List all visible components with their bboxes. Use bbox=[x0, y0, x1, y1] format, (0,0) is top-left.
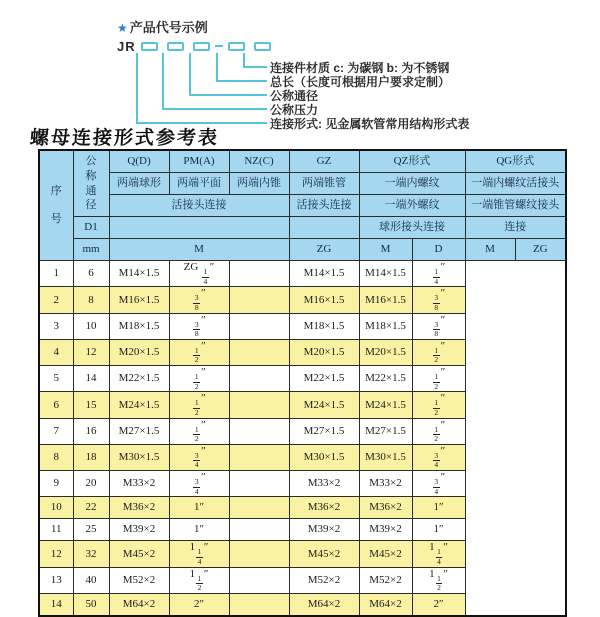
th-blank bbox=[289, 217, 359, 239]
table-row bbox=[39, 519, 566, 541]
table-row bbox=[39, 366, 566, 392]
th-sub-qg: 一端内螺纹活接头 bbox=[465, 173, 566, 195]
th-union-connection: 活接头连接 bbox=[109, 195, 289, 217]
cell-m: M20×1.5 bbox=[109, 339, 169, 365]
table-row bbox=[39, 392, 566, 418]
cell-m: M64×2 bbox=[109, 593, 169, 616]
cell-m: M39×2 bbox=[109, 519, 169, 541]
cell-qz-d: M45×2 bbox=[289, 541, 359, 567]
cell-seq: 9 bbox=[39, 471, 73, 497]
cell-zg: 1″ bbox=[169, 519, 229, 541]
cell-seq: 2 bbox=[39, 287, 73, 313]
th-unit-qg-m: M bbox=[465, 239, 515, 261]
cell-qg-m: M33×2 bbox=[359, 471, 412, 497]
cell-qg-zg: $\frac{1}{4}$ ″ bbox=[412, 261, 465, 287]
table-row bbox=[39, 593, 566, 616]
cell-seq: 3 bbox=[39, 313, 73, 339]
cell-zg: $\frac{1}{2}$ ″ bbox=[169, 339, 229, 365]
code-box bbox=[167, 42, 184, 51]
th-col-nzc: NZ(C) bbox=[229, 150, 289, 173]
cell-qz-d: M30×1.5 bbox=[289, 444, 359, 470]
cell-qz-d: M20×1.5 bbox=[289, 339, 359, 365]
th-ball-joint-qz: 球形接头连接 bbox=[359, 217, 465, 239]
th-unit-qg-zg: ZG bbox=[515, 239, 566, 261]
cell-qg-m: M14×1.5 bbox=[359, 261, 412, 287]
cell-qz-m bbox=[229, 366, 289, 392]
th-seq: 序号 bbox=[39, 150, 73, 261]
cell-qg-m: M45×2 bbox=[359, 541, 412, 567]
cell-dn-mm: 50 bbox=[73, 593, 109, 616]
cell-qz-d: M33×2 bbox=[289, 471, 359, 497]
cell-dn-mm: 15 bbox=[73, 392, 109, 418]
cell-m: M45×2 bbox=[109, 541, 169, 567]
cell-seq: 1 bbox=[39, 261, 73, 287]
callout-label-length: 总长（长度可根据用户要求定制） bbox=[270, 75, 451, 89]
cell-qz-m bbox=[229, 519, 289, 541]
th-taper-thread-qg: 一端锥管螺纹接头 bbox=[465, 195, 566, 217]
th-unit-m: M bbox=[109, 239, 289, 261]
th-sub-qd: 两端球形 bbox=[109, 173, 169, 195]
code-row bbox=[117, 40, 271, 52]
cell-dn-mm: 14 bbox=[73, 366, 109, 392]
th-col-qz: QZ形式 bbox=[359, 150, 465, 173]
th-unit-qz-m: M bbox=[359, 239, 412, 261]
cell-qg-m: M20×1.5 bbox=[359, 339, 412, 365]
cell-seq: 4 bbox=[39, 339, 73, 365]
cell-m: M36×2 bbox=[109, 497, 169, 519]
cell-qz-m bbox=[229, 471, 289, 497]
cell-dn-mm: 18 bbox=[73, 444, 109, 470]
cell-m: M16×1.5 bbox=[109, 287, 169, 313]
cell-dn-mm: 22 bbox=[73, 497, 109, 519]
th-sub-qz: 一端内螺纹 bbox=[359, 173, 465, 195]
cell-zg: 2″ bbox=[169, 593, 229, 616]
cell-dn-mm: 16 bbox=[73, 418, 109, 444]
cell-qg-zg: $\frac{3}{8}$ ″ bbox=[412, 287, 465, 313]
cell-zg: $\frac{1}{2}$ ″ bbox=[169, 418, 229, 444]
cell-m: M14×1.5 bbox=[109, 261, 169, 287]
cell-qg-zg: $\frac{3}{4}$ ″ bbox=[412, 471, 465, 497]
cell-qz-d: M24×1.5 bbox=[289, 392, 359, 418]
th-union-connection-gz: 活接头连接 bbox=[289, 195, 359, 217]
cell-qz-d: M64×2 bbox=[289, 593, 359, 616]
cell-qg-zg: 1″ bbox=[412, 519, 465, 541]
star-icon: ★ bbox=[117, 21, 128, 35]
cell-m: M33×2 bbox=[109, 471, 169, 497]
cell-qz-d: M18×1.5 bbox=[289, 313, 359, 339]
cell-qg-m: M16×1.5 bbox=[359, 287, 412, 313]
cell-qz-d: M14×1.5 bbox=[289, 261, 359, 287]
th-col-qd: Q(D) bbox=[109, 150, 169, 173]
cell-qg-zg: 1 $\frac{1}{2}$ ″ bbox=[412, 567, 465, 593]
cell-m: M52×2 bbox=[109, 567, 169, 593]
code-box bbox=[254, 42, 271, 51]
cell-qz-d: M36×2 bbox=[289, 497, 359, 519]
th-col-gz: GZ bbox=[289, 150, 359, 173]
th-blank bbox=[109, 217, 289, 239]
cell-m: M18×1.5 bbox=[109, 313, 169, 339]
cell-zg: 1″ bbox=[169, 497, 229, 519]
cell-m: M24×1.5 bbox=[109, 392, 169, 418]
diagram-title-text: 产品代号示例 bbox=[129, 20, 208, 35]
cell-dn-mm: 25 bbox=[73, 519, 109, 541]
cell-zg: $\frac{1}{2}$ ″ bbox=[169, 366, 229, 392]
cell-qz-m bbox=[229, 418, 289, 444]
cell-qz-d: M52×2 bbox=[289, 567, 359, 593]
cell-m: M22×1.5 bbox=[109, 366, 169, 392]
cell-seq: 13 bbox=[39, 567, 73, 593]
cell-dn-mm: 10 bbox=[73, 313, 109, 339]
th-d1: D1 bbox=[73, 217, 109, 239]
cell-seq: 7 bbox=[39, 418, 73, 444]
table-row bbox=[39, 261, 566, 287]
cell-qg-zg: $\frac{3}{8}$ ″ bbox=[412, 313, 465, 339]
cell-qg-m: M22×1.5 bbox=[359, 366, 412, 392]
cell-dn-mm: 12 bbox=[73, 339, 109, 365]
callout-label-connection: 连接形式: 见金属软管常用结构形式表 bbox=[270, 117, 470, 131]
code-prefix: JR bbox=[117, 38, 136, 54]
cell-seq: 10 bbox=[39, 497, 73, 519]
cell-qg-m: M64×2 bbox=[359, 593, 412, 616]
cell-dn-mm: 20 bbox=[73, 471, 109, 497]
cell-qg-m: M18×1.5 bbox=[359, 313, 412, 339]
table-title: 螺母连接形式参考表 bbox=[29, 127, 220, 149]
th-sub-gz: 两端锥管 bbox=[289, 173, 359, 195]
code-box bbox=[193, 42, 210, 51]
table-row bbox=[39, 418, 566, 444]
cell-qg-zg: 1 $\frac{1}{4}$ ″ bbox=[412, 541, 465, 567]
cell-qz-m bbox=[229, 593, 289, 616]
cell-qg-zg: 2″ bbox=[412, 593, 465, 616]
cell-qz-m bbox=[229, 567, 289, 593]
cell-zg: $\frac{3}{4}$ ″ bbox=[169, 471, 229, 497]
cell-qz-d: M22×1.5 bbox=[289, 366, 359, 392]
code-dash bbox=[215, 45, 223, 47]
cell-qg-zg: $\frac{1}{2}$ ″ bbox=[412, 418, 465, 444]
cell-qg-m: M27×1.5 bbox=[359, 418, 412, 444]
th-nominal-diameter: 公称通径 bbox=[73, 150, 109, 217]
th-unit-zg: ZG bbox=[289, 239, 359, 261]
callout-label-material: 连接件材质 c: 为碳钢 b: 为不锈钢 bbox=[270, 61, 450, 75]
code-box bbox=[141, 42, 158, 51]
th-external-thread-qz: 一端外螺纹 bbox=[359, 195, 465, 217]
th-mm: mm bbox=[73, 239, 109, 261]
table-row bbox=[39, 287, 566, 313]
cell-qg-m: M39×2 bbox=[359, 519, 412, 541]
cell-zg: $\frac{3}{4}$ ″ bbox=[169, 444, 229, 470]
cell-seq: 12 bbox=[39, 541, 73, 567]
table-row bbox=[39, 541, 566, 567]
th-col-pma: PM(A) bbox=[169, 150, 229, 173]
code-box bbox=[228, 42, 245, 51]
cell-zg: $\frac{1}{2}$ ″ bbox=[169, 392, 229, 418]
table-header bbox=[39, 150, 566, 261]
cell-qz-d: M16×1.5 bbox=[289, 287, 359, 313]
table-body bbox=[39, 261, 566, 616]
cell-qz-d: M27×1.5 bbox=[289, 418, 359, 444]
nut-connection-table bbox=[38, 149, 567, 617]
cell-seq: 14 bbox=[39, 593, 73, 616]
cell-qz-d: M39×2 bbox=[289, 519, 359, 541]
cell-m: M30×1.5 bbox=[109, 444, 169, 470]
cell-seq: 6 bbox=[39, 392, 73, 418]
cell-seq: 11 bbox=[39, 519, 73, 541]
th-connection-qg: 连接 bbox=[465, 217, 566, 239]
cell-dn-mm: 6 bbox=[73, 261, 109, 287]
cell-qg-m: M24×1.5 bbox=[359, 392, 412, 418]
cell-qz-m bbox=[229, 444, 289, 470]
cell-qg-zg: $\frac{1}{2}$ ″ bbox=[412, 366, 465, 392]
th-unit-qz-d: D bbox=[412, 239, 465, 261]
cell-qg-zg: $\frac{1}{2}$ ″ bbox=[412, 339, 465, 365]
th-sub-pma: 两端平面 bbox=[169, 173, 229, 195]
callout-label-pressure: 公称压力 bbox=[270, 103, 319, 117]
table-row bbox=[39, 444, 566, 470]
cell-seq: 8 bbox=[39, 444, 73, 470]
cell-qg-zg: $\frac{1}{2}$ ″ bbox=[412, 392, 465, 418]
callout-label-diameter: 公称通径 bbox=[270, 89, 319, 103]
th-sub-nzc: 两端内锥 bbox=[229, 173, 289, 195]
cell-qz-m bbox=[229, 261, 289, 287]
cell-qg-m: M30×1.5 bbox=[359, 444, 412, 470]
cell-qz-m bbox=[229, 392, 289, 418]
cell-qz-m bbox=[229, 541, 289, 567]
table-row bbox=[39, 471, 566, 497]
table-row bbox=[39, 313, 566, 339]
th-col-qg: QG形式 bbox=[465, 150, 566, 173]
cell-qz-m bbox=[229, 497, 289, 519]
cell-zg: 1 $\frac{1}{2}$ ″ bbox=[169, 567, 229, 593]
cell-zg: 1 $\frac{1}{4}$ ″ bbox=[169, 541, 229, 567]
cell-dn-mm: 8 bbox=[73, 287, 109, 313]
cell-qz-m bbox=[229, 287, 289, 313]
table-row bbox=[39, 497, 566, 519]
diagram-title bbox=[117, 17, 208, 36]
table-row bbox=[39, 567, 566, 593]
cell-zg: ZG $\frac{1}{4}$ ″ bbox=[169, 261, 229, 287]
cell-qg-m: M52×2 bbox=[359, 567, 412, 593]
cell-dn-mm: 40 bbox=[73, 567, 109, 593]
cell-zg: $\frac{3}{8}$ ″ bbox=[169, 287, 229, 313]
table-row bbox=[39, 339, 566, 365]
callout-line bbox=[136, 53, 267, 124]
cell-qz-m bbox=[229, 313, 289, 339]
cell-qz-m bbox=[229, 339, 289, 365]
cell-qg-m: M36×2 bbox=[359, 497, 412, 519]
cell-dn-mm: 32 bbox=[73, 541, 109, 567]
cell-m: M27×1.5 bbox=[109, 418, 169, 444]
cell-zg: $\frac{3}{8}$ ″ bbox=[169, 313, 229, 339]
cell-qg-zg: 1″ bbox=[412, 497, 465, 519]
cell-seq: 5 bbox=[39, 366, 73, 392]
cell-qg-zg: $\frac{3}{4}$ ″ bbox=[412, 444, 465, 470]
